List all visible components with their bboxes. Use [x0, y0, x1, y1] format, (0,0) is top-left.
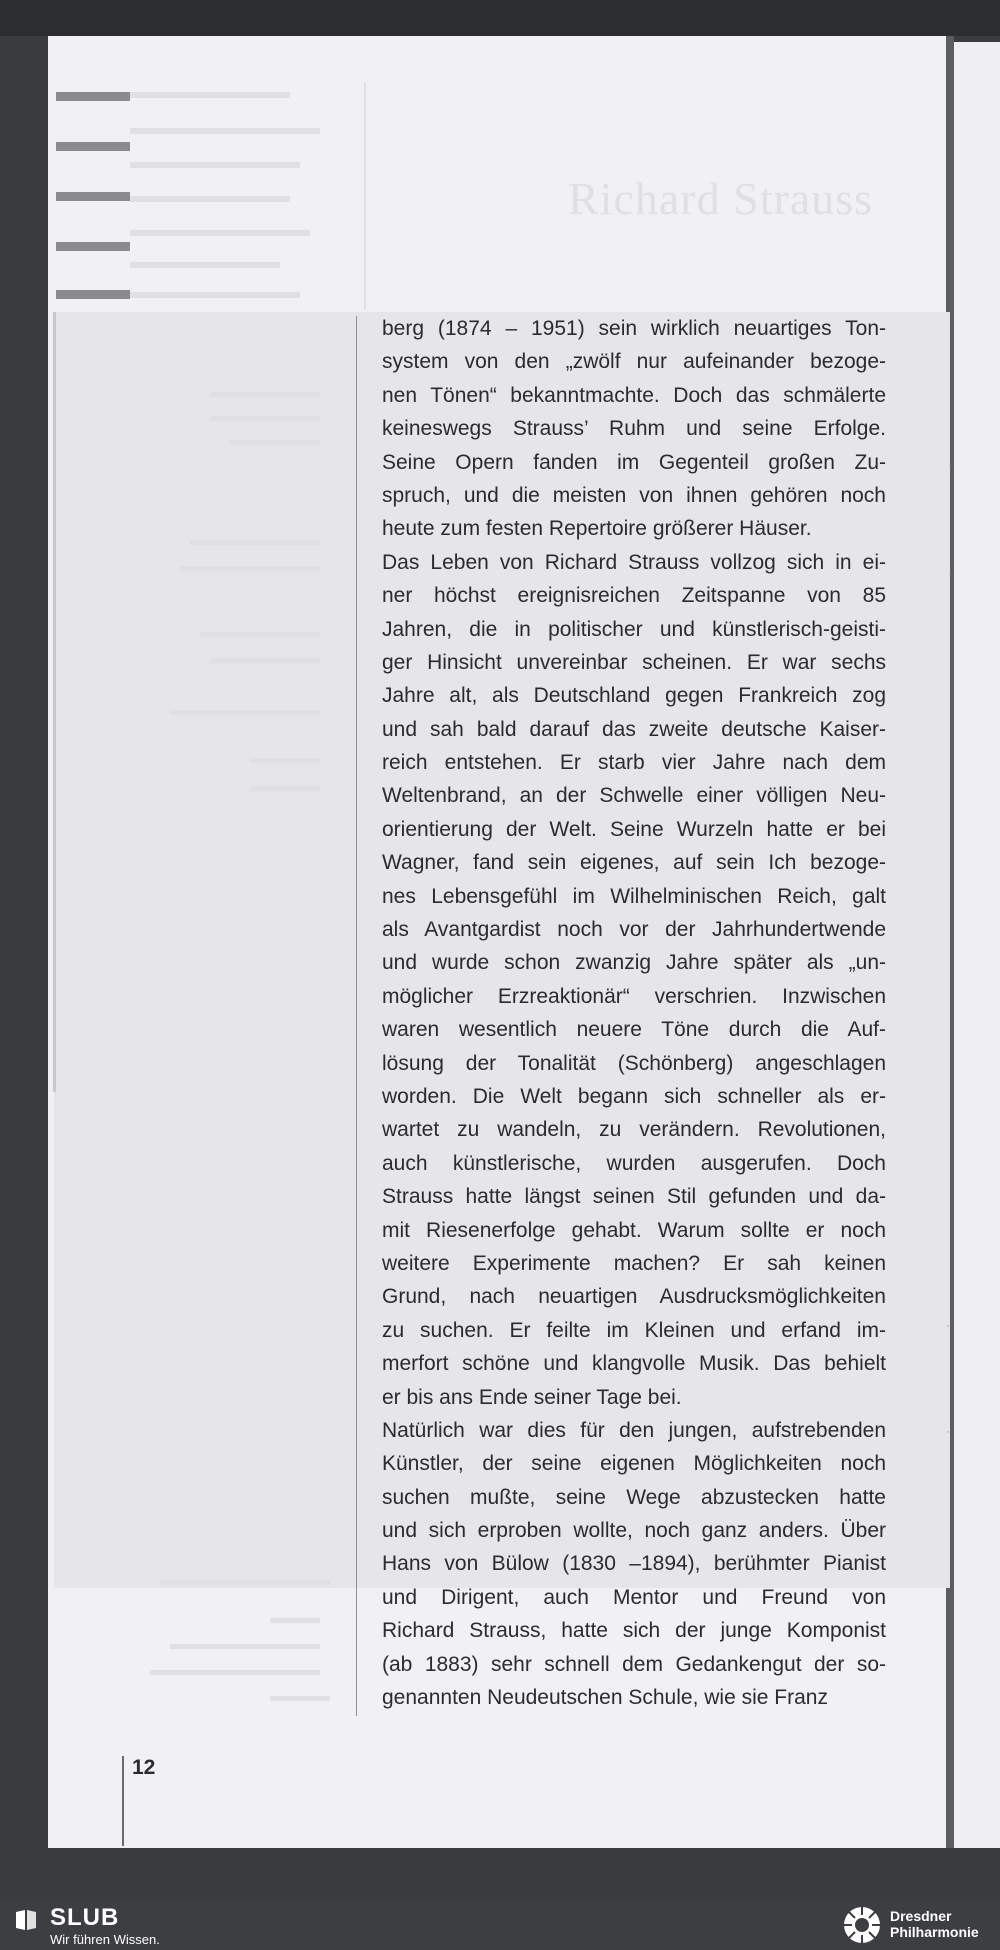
- margin-bar: [56, 142, 130, 151]
- left-column-edge: [53, 312, 56, 1092]
- text-line: möglicher Erzreaktionär“ verschrien. Inzwischen: [382, 984, 886, 1008]
- show-through-rule: [364, 82, 366, 310]
- text-line: merfort schöne und klangvolle Musik. Das behielt: [382, 1352, 886, 1376]
- text-line: Richard Strauss, hatte sich der junge Komponist: [382, 1619, 886, 1643]
- text-line: keineswegs Strauss’ Ruhm und seine Erfolge.: [382, 417, 886, 441]
- text-line: nen Tönen“ bekanntmachte. Doch das schmälerte: [382, 383, 886, 407]
- library-tagline: Wir führen Wissen.: [50, 1932, 160, 1947]
- text-line: und wurde schon zwanzig Jahre später als „un-: [382, 951, 886, 975]
- show-through-line: [270, 1618, 320, 1623]
- text-line: reich entstehen. Er starb vier Jahre nach dem: [382, 751, 886, 775]
- text-line: (ab 1883) sehr schnell dem Gedankengut der so-: [382, 1652, 886, 1676]
- margin-bar: [56, 290, 130, 299]
- show-through-line: [210, 392, 320, 397]
- dresdner-philharmonie-logo: [842, 1905, 882, 1945]
- show-through-line: [130, 292, 300, 298]
- text-line: Weltenbrand, an der Schwelle einer völligen Neu-: [382, 784, 886, 808]
- show-through-line: [130, 196, 290, 202]
- margin-bar: [56, 92, 130, 101]
- text-line: und sich erproben wollte, noch ganz anders. Über: [382, 1519, 886, 1543]
- page-number: 12: [132, 1756, 156, 1779]
- text-line: wartet zu wandeln, zu verändern. Revolutionen,: [382, 1118, 886, 1142]
- running-title-show-through: Richard Strauss: [568, 173, 874, 224]
- text-line: worden. Die Welt begann sich schneller als er-: [382, 1084, 886, 1108]
- show-through-line: [130, 92, 290, 98]
- text-line: mit Riesenerfolge gehabt. Warum sollte er noch: [382, 1218, 886, 1242]
- text-line: Natürlich war dies für den jungen, aufstrebenden: [382, 1418, 886, 1442]
- show-through-line: [130, 162, 300, 168]
- text-line: und Dirigent, auch Mentor und Freund von: [382, 1585, 886, 1609]
- text-line: Jahren, die in politischer und künstlerisch-geisti-: [382, 617, 886, 641]
- show-through-line: [130, 262, 280, 268]
- text-line: Jahre alt, als Deutschland gegen Frankreich zog: [382, 684, 886, 708]
- show-through-line: [170, 710, 320, 715]
- text-line: er bis ans Ende seiner Tage bei.: [382, 1385, 682, 1409]
- text-line: und sah bald darauf das zweite deutsche Kaiser-: [382, 717, 886, 741]
- scan-speck: ·: [946, 1424, 950, 1438]
- text-line: Hans von Bülow (1830 –1894), berühmter Pianist: [382, 1552, 886, 1576]
- show-through-line: [150, 1670, 320, 1675]
- text-line: suchen mußte, seine Wege abzustecken hatte: [382, 1485, 886, 1509]
- page-number-rule: [122, 1756, 124, 1846]
- text-line: ner höchst ereignisreichen Zeitspanne von 85: [382, 584, 886, 608]
- text-line: genannten Neudeutschen Schule, wie sie Franz: [382, 1686, 828, 1710]
- partner-name-line-2: Philharmonie: [890, 1924, 979, 1940]
- scan-speck: ·: [948, 458, 952, 472]
- text-line: orientierung der Welt. Seine Wurzeln hatte er bei: [382, 817, 886, 841]
- show-through-line: [230, 440, 320, 445]
- text-line: zu suchen. Er feilte im Kleinen und erfand im-: [382, 1318, 886, 1342]
- text-line: weitere Experimente machen? Er sah keinen: [382, 1251, 886, 1275]
- show-through-line: [190, 540, 320, 545]
- text-line: ger Hinsicht unvereinbar scheinen. Er war sechs: [382, 650, 886, 674]
- text-line: Seine Opern fanden im Gegenteil großen Zu-: [382, 450, 886, 474]
- text-line: nes Lebensgefühl im Wilhelminischen Reich, galt: [382, 884, 886, 908]
- column-rule: [356, 316, 357, 1716]
- show-through-line: [200, 632, 320, 637]
- show-through-line: [250, 786, 320, 791]
- show-through-line: [210, 658, 320, 663]
- scan-speck: ·: [948, 566, 952, 580]
- show-through-line: [180, 566, 320, 571]
- scan-speck: ·: [946, 1318, 950, 1332]
- facing-page-edge: [954, 42, 1000, 1848]
- show-through-line: [130, 128, 320, 134]
- show-through-line: [170, 1644, 320, 1649]
- margin-bar: [56, 192, 130, 201]
- show-through-line: [210, 416, 320, 421]
- text-line: Künstler, der seine eigenen Möglichkeiten noch: [382, 1452, 886, 1476]
- text-line: waren wesentlich neuere Töne durch die Auf-: [382, 1018, 886, 1042]
- text-line: heute zum festen Repertoire größerer Häuser.: [382, 517, 812, 541]
- partner-name-line-1: Dresdner: [890, 1908, 952, 1924]
- viewer-footer: [0, 1900, 1000, 1950]
- text-line: Das Leben von Richard Strauss vollzog sich in ei-: [382, 550, 886, 574]
- scan-top-edge: [0, 0, 1000, 36]
- text-line: berg (1874 – 1951) sein wirklich neuartiges Ton-: [382, 317, 886, 340]
- show-through-line: [130, 230, 310, 236]
- library-name: SLUB: [50, 1904, 120, 1931]
- margin-bar: [56, 242, 130, 251]
- text-line: auch künstlerische, wurden ausgerufen. Doch: [382, 1151, 886, 1175]
- text-line: lösung der Tonalität (Schönberg) angeschlagen: [382, 1051, 886, 1075]
- slub-book-icon: [14, 1908, 38, 1932]
- text-line: Wagner, fand sein eigenes, auf sein Ich bezoge-: [382, 851, 886, 875]
- show-through-line: [250, 758, 320, 763]
- text-line: system von den „zwölf nur aufeinander bezoge-: [382, 350, 886, 374]
- show-through-line: [270, 1696, 330, 1701]
- text-line: Strauss hatte längst seinen Stil gefunden und da-: [382, 1185, 886, 1209]
- body-text: [382, 312, 886, 1714]
- text-line: als Avantgardist noch vor der Jahrhundertwende: [382, 918, 886, 942]
- text-line: Grund, nach neuartigen Ausdrucksmöglichkeiten: [382, 1285, 886, 1309]
- show-through-line: [160, 1580, 330, 1585]
- partner-name: [890, 1908, 979, 1940]
- text-line: spruch, und die meisten von ihnen gehören noch: [382, 483, 886, 507]
